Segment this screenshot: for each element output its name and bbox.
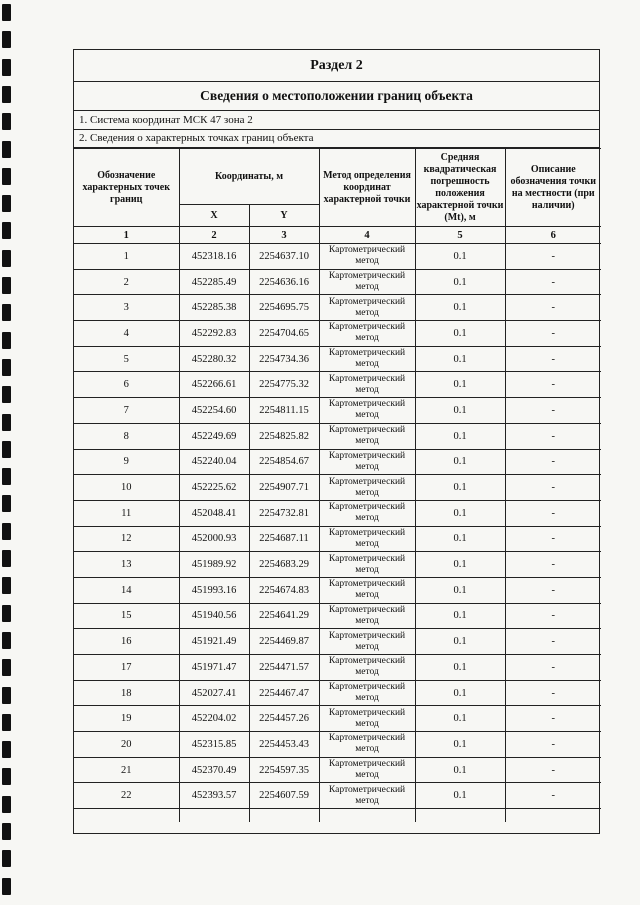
point-number-cell: 7: [74, 398, 179, 424]
y-coordinate-cell: 2254775.32: [249, 372, 319, 398]
y-coordinate-cell: 2254732.81: [249, 500, 319, 526]
y-coordinate-cell: 2254687.11: [249, 526, 319, 552]
error-cell: 0.1: [415, 757, 505, 783]
description-cell: -: [505, 295, 601, 321]
point-number-cell: 11: [74, 500, 179, 526]
point-number-cell: 10: [74, 475, 179, 501]
description-cell: -: [505, 372, 601, 398]
method-cell: Картометрический метод: [319, 577, 415, 603]
description-cell: -: [505, 629, 601, 655]
point-number-cell: 20: [74, 732, 179, 758]
table-row: [74, 706, 601, 732]
binding-hole: [2, 714, 11, 731]
error-cell: 0.1: [415, 603, 505, 629]
binding-hole: [2, 250, 11, 267]
binding-hole: [2, 168, 11, 185]
point-number-cell: 8: [74, 423, 179, 449]
table-row: [74, 732, 601, 758]
x-coordinate-cell: 452027.41: [179, 680, 249, 706]
table-row: [74, 757, 601, 783]
binding-hole: [2, 768, 11, 785]
column-number: 5: [415, 227, 505, 244]
error-cell: 0.1: [415, 449, 505, 475]
y-coordinate-cell: 2254471.57: [249, 655, 319, 681]
header-coordinates: Координаты, м: [179, 149, 319, 205]
y-coordinate-cell: 2254636.16: [249, 269, 319, 295]
y-coordinate-cell: 2254674.83: [249, 577, 319, 603]
method-cell: Картометрический метод: [319, 372, 415, 398]
x-coordinate-cell: 452285.38: [179, 295, 249, 321]
x-coordinate-cell: 452204.02: [179, 706, 249, 732]
column-number: 2: [179, 227, 249, 244]
error-cell: 0.1: [415, 423, 505, 449]
x-coordinate-cell: 452240.04: [179, 449, 249, 475]
method-cell: Картометрический метод: [319, 475, 415, 501]
description-cell: -: [505, 552, 601, 578]
x-coordinate-cell: 452315.85: [179, 732, 249, 758]
binding-hole: [2, 632, 11, 649]
method-cell: Картометрический метод: [319, 244, 415, 270]
empty-cell: [415, 809, 505, 823]
error-cell: 0.1: [415, 475, 505, 501]
table-row: [74, 655, 601, 681]
table-row: [74, 449, 601, 475]
error-cell: 0.1: [415, 655, 505, 681]
x-coordinate-cell: 451921.49: [179, 629, 249, 655]
binding-hole: [2, 113, 11, 130]
y-coordinate-cell: 2254467.47: [249, 680, 319, 706]
table-row: [74, 346, 601, 372]
binding-hole: [2, 741, 11, 758]
y-coordinate-cell: 2254704.65: [249, 321, 319, 347]
error-cell: 0.1: [415, 552, 505, 578]
y-coordinate-cell: 2254907.71: [249, 475, 319, 501]
description-cell: -: [505, 603, 601, 629]
error-cell: 0.1: [415, 295, 505, 321]
empty-cell: [505, 809, 601, 823]
binding-hole: [2, 86, 11, 103]
table-row: [74, 577, 601, 603]
description-cell: -: [505, 757, 601, 783]
binding-hole: [2, 605, 11, 622]
error-cell: 0.1: [415, 577, 505, 603]
point-number-cell: 14: [74, 577, 179, 603]
y-coordinate-cell: 2254457.26: [249, 706, 319, 732]
method-cell: Картометрический метод: [319, 552, 415, 578]
point-number-cell: 4: [74, 321, 179, 347]
x-coordinate-cell: 452254.60: [179, 398, 249, 424]
point-number-cell: 17: [74, 655, 179, 681]
empty-cell: [249, 809, 319, 823]
point-number-cell: 5: [74, 346, 179, 372]
error-cell: 0.1: [415, 269, 505, 295]
binding-hole: [2, 304, 11, 321]
method-cell: Картометрический метод: [319, 629, 415, 655]
binding-holes: [0, 0, 14, 905]
method-cell: Картометрический метод: [319, 500, 415, 526]
description-cell: -: [505, 475, 601, 501]
method-cell: Картометрический метод: [319, 526, 415, 552]
header-y: Y: [249, 205, 319, 227]
column-number: 6: [505, 227, 601, 244]
method-cell: Картометрический метод: [319, 346, 415, 372]
description-cell: -: [505, 321, 601, 347]
y-coordinate-cell: 2254637.10: [249, 244, 319, 270]
point-number-cell: 13: [74, 552, 179, 578]
table-row: [74, 603, 601, 629]
binding-hole: [2, 550, 11, 567]
description-cell: -: [505, 783, 601, 809]
method-cell: Картометрический метод: [319, 321, 415, 347]
error-cell: 0.1: [415, 398, 505, 424]
description-cell: -: [505, 269, 601, 295]
table-row: [74, 398, 601, 424]
table-row: [74, 372, 601, 398]
table-row: [74, 500, 601, 526]
error-cell: 0.1: [415, 706, 505, 732]
binding-hole: [2, 796, 11, 813]
description-cell: -: [505, 655, 601, 681]
method-cell: Картометрический метод: [319, 449, 415, 475]
y-coordinate-cell: 2254734.36: [249, 346, 319, 372]
description-cell: -: [505, 398, 601, 424]
method-cell: Картометрический метод: [319, 706, 415, 732]
y-coordinate-cell: 2254469.87: [249, 629, 319, 655]
binding-hole: [2, 495, 11, 512]
method-cell: Картометрический метод: [319, 655, 415, 681]
description-cell: -: [505, 577, 601, 603]
method-cell: Картометрический метод: [319, 680, 415, 706]
x-coordinate-cell: 451971.47: [179, 655, 249, 681]
column-number: 1: [74, 227, 179, 244]
binding-hole: [2, 659, 11, 676]
point-number-cell: 3: [74, 295, 179, 321]
section-subtitle: Сведения о местоположении границ объекта: [74, 82, 599, 111]
binding-hole: [2, 4, 11, 21]
error-cell: 0.1: [415, 732, 505, 758]
method-cell: Картометрический метод: [319, 783, 415, 809]
y-coordinate-cell: 2254854.67: [249, 449, 319, 475]
description-cell: -: [505, 680, 601, 706]
table-row: [74, 244, 601, 270]
binding-hole: [2, 687, 11, 704]
table-row: [74, 423, 601, 449]
description-cell: -: [505, 423, 601, 449]
point-number-cell: 1: [74, 244, 179, 270]
x-coordinate-cell: 452000.93: [179, 526, 249, 552]
binding-hole: [2, 141, 11, 158]
x-coordinate-cell: 452370.49: [179, 757, 249, 783]
description-cell: -: [505, 346, 601, 372]
description-cell: -: [505, 526, 601, 552]
table-row: [74, 321, 601, 347]
method-cell: Картометрический метод: [319, 603, 415, 629]
boundary-points-table: [74, 148, 601, 822]
empty-cell: [179, 809, 249, 823]
binding-hole: [2, 31, 11, 48]
binding-hole: [2, 878, 11, 895]
binding-hole: [2, 523, 11, 540]
boundary-points-line: 2. Сведения о характерных точках границ объекта: [74, 130, 599, 148]
y-coordinate-cell: 2254811.15: [249, 398, 319, 424]
table-row: [74, 629, 601, 655]
point-number-cell: 9: [74, 449, 179, 475]
header-x: X: [179, 205, 249, 227]
x-coordinate-cell: 452318.16: [179, 244, 249, 270]
header-designation: Обозначение характерных точек границ: [74, 149, 179, 227]
y-coordinate-cell: 2254641.29: [249, 603, 319, 629]
x-coordinate-cell: 452225.62: [179, 475, 249, 501]
table-row: [74, 475, 601, 501]
coordinate-system-line: 1. Система координат МСК 47 зона 2: [74, 111, 599, 130]
x-coordinate-cell: 452048.41: [179, 500, 249, 526]
x-coordinate-cell: 452266.61: [179, 372, 249, 398]
x-coordinate-cell: 452285.49: [179, 269, 249, 295]
method-cell: Картометрический метод: [319, 295, 415, 321]
error-cell: 0.1: [415, 321, 505, 347]
table-row: [74, 295, 601, 321]
method-cell: Картометрический метод: [319, 423, 415, 449]
point-number-cell: 21: [74, 757, 179, 783]
point-number-cell: 15: [74, 603, 179, 629]
y-coordinate-cell: 2254683.29: [249, 552, 319, 578]
x-coordinate-cell: 452292.83: [179, 321, 249, 347]
y-coordinate-cell: 2254607.59: [249, 783, 319, 809]
point-number-cell: 12: [74, 526, 179, 552]
empty-cell: [74, 809, 179, 823]
point-number-cell: 6: [74, 372, 179, 398]
error-cell: 0.1: [415, 500, 505, 526]
error-cell: 0.1: [415, 629, 505, 655]
table-row: [74, 526, 601, 552]
x-coordinate-cell: 452280.32: [179, 346, 249, 372]
column-number: 4: [319, 227, 415, 244]
header-description: Описание обозначения точки на местности (при наличии): [505, 149, 601, 227]
error-cell: 0.1: [415, 372, 505, 398]
header-method: Метод определения координат характерной точки: [319, 149, 415, 227]
empty-cell: [319, 809, 415, 823]
description-cell: -: [505, 244, 601, 270]
column-number: 3: [249, 227, 319, 244]
binding-hole: [2, 386, 11, 403]
method-cell: Картометрический метод: [319, 757, 415, 783]
x-coordinate-cell: 451989.92: [179, 552, 249, 578]
y-coordinate-cell: 2254453.43: [249, 732, 319, 758]
error-cell: 0.1: [415, 783, 505, 809]
method-cell: Картометрический метод: [319, 269, 415, 295]
binding-hole: [2, 195, 11, 212]
point-number-cell: 19: [74, 706, 179, 732]
x-coordinate-cell: 451993.16: [179, 577, 249, 603]
binding-hole: [2, 222, 11, 239]
description-cell: -: [505, 500, 601, 526]
description-cell: -: [505, 732, 601, 758]
point-number-cell: 16: [74, 629, 179, 655]
error-cell: 0.1: [415, 244, 505, 270]
binding-hole: [2, 59, 11, 76]
description-cell: -: [505, 706, 601, 732]
table-row: [74, 783, 601, 809]
binding-hole: [2, 577, 11, 594]
error-cell: 0.1: [415, 680, 505, 706]
error-cell: 0.1: [415, 526, 505, 552]
x-coordinate-cell: 451940.56: [179, 603, 249, 629]
binding-hole: [2, 359, 11, 376]
y-coordinate-cell: 2254695.75: [249, 295, 319, 321]
header-error: Средняя квадратическая погрешность положения характерной точки (Mt), м: [415, 149, 505, 227]
x-coordinate-cell: 452249.69: [179, 423, 249, 449]
point-number-cell: 2: [74, 269, 179, 295]
point-number-cell: 18: [74, 680, 179, 706]
method-cell: Картометрический метод: [319, 398, 415, 424]
binding-hole: [2, 441, 11, 458]
description-cell: -: [505, 449, 601, 475]
method-cell: Картометрический метод: [319, 732, 415, 758]
binding-hole: [2, 850, 11, 867]
binding-hole: [2, 823, 11, 840]
binding-hole: [2, 414, 11, 431]
binding-hole: [2, 468, 11, 485]
document-sheet: [73, 49, 600, 834]
binding-hole: [2, 277, 11, 294]
table-row: [74, 552, 601, 578]
table-row: [74, 680, 601, 706]
point-number-cell: 22: [74, 783, 179, 809]
x-coordinate-cell: 452393.57: [179, 783, 249, 809]
error-cell: 0.1: [415, 346, 505, 372]
binding-hole: [2, 332, 11, 349]
y-coordinate-cell: 2254825.82: [249, 423, 319, 449]
y-coordinate-cell: 2254597.35: [249, 757, 319, 783]
section-title: Раздел 2: [74, 50, 599, 82]
table-row: [74, 269, 601, 295]
